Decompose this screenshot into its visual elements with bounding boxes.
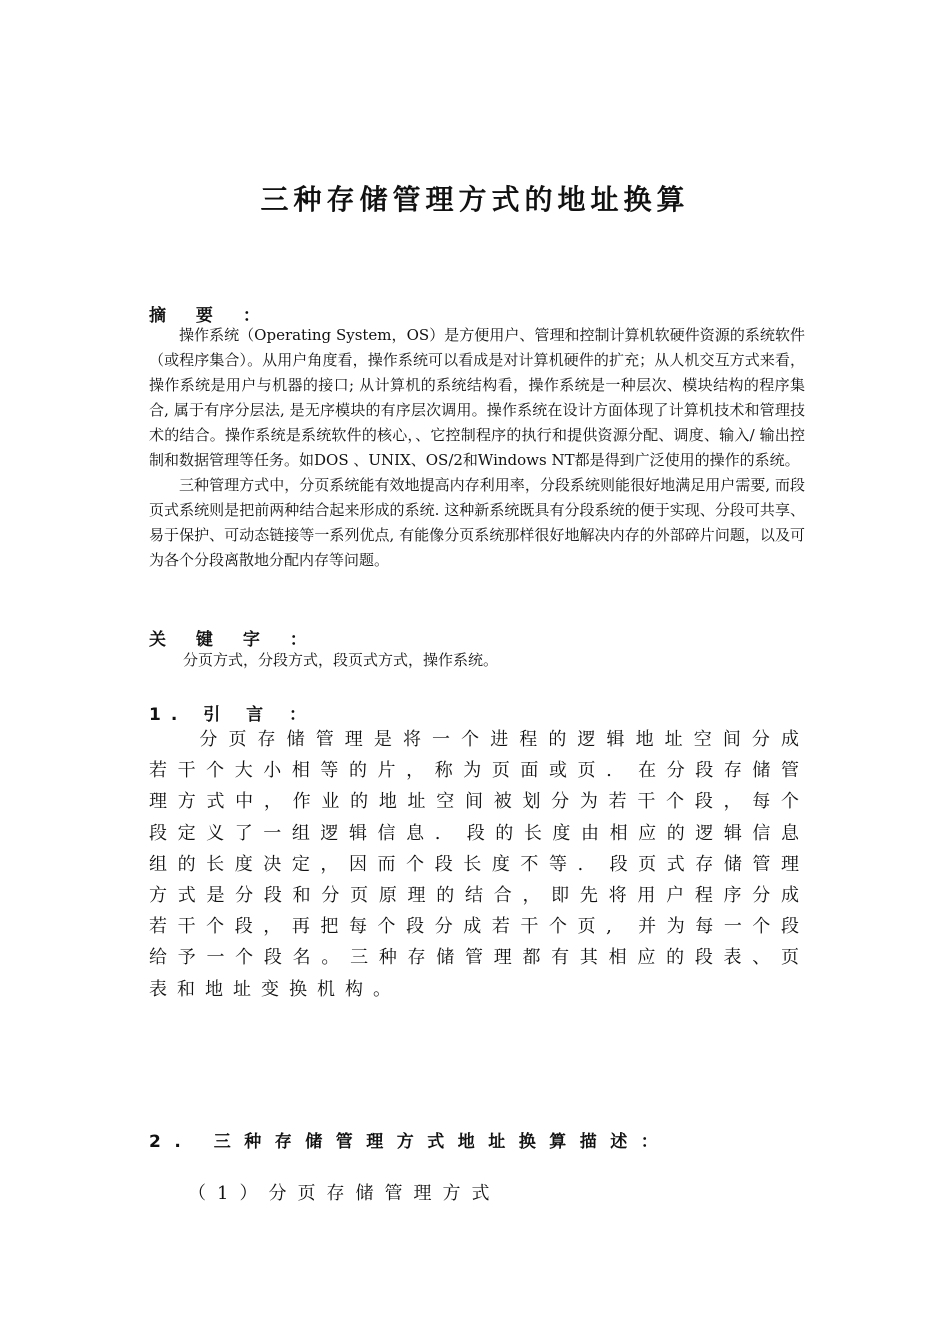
intro-body: [149, 724, 809, 1005]
intro-heading: 1. 引 言 ：: [149, 705, 317, 725]
abstract-paragraph-1: 操作系统（Operating System，OS）是方便用户、管理和控制计算机软硬件资源的系统软件（或程序集合）。从用户角度看，操作系统可以看成是对计算机硬件的扩充；从人机交互方式来看，操作系统是用户与机器的接口; 从计算机的系统结构看，操作系统是一种层次、模块结构的程序集合, 属于有序分层法, 是无序模块的有序层次调用。操作系统在设计方面体现了计算机技术和管理技术的结合。操作系统是系统软件的核心，、它控制程序的执行和提供资源分配、调度、输入/ 输出控制和数据管理等任务。如DOS 、UNIX、OS/2和Windows NT都是得到广泛使用的操作的系统。: [149, 326, 805, 469]
keywords-text: 分页方式，分段方式，段页式方式，操作系统。: [183, 651, 499, 669]
abstract-paragraph-2: 三种管理方式中，分页系统能有效地提高内存利用率，分段系统则能很好地满足用户需要, 而段页式系统则是把前两种结合起来形成的系统. 这种新系统既具有分段系统的便于实现、分段可共享、易于保护、可动态链接等一系列优点, 有能像分页系统那样很好地解决内存的外部碎片问题，以及可为各个分段离散地分配内存等问题。: [149, 476, 805, 569]
document-title: 三种存储管理方式的地址换算: [260, 183, 690, 216]
intro-paragraph: 分页存储管理是将一个进程的逻辑地址空间分成若干个大小相等的片，称为页面或页. 在分段存储管理方式中，作业的地址空间被划分为若干个段，每个段定义了一组逻辑信息. 段的长度由相应的逻辑信息组的长度决定，因而个段长度不等. 段页式存储管理方式是分段和分页原理的结合，即先将用户程序分成若干个段，再把每个段分成若干个页, 并为每一个段给予一个段名。三种存储管理都有其相应的段表、页表和地址变换机构。: [149, 729, 809, 1000]
section-2-heading: 2. 三种存储管理方式地址换算描述：: [149, 1132, 672, 1152]
abstract-body: [149, 323, 805, 573]
keywords-heading: 关 键 字 ：: [149, 630, 319, 650]
subsection-1-heading: （1）分页存储管理方式: [188, 1183, 501, 1204]
abstract-heading: 摘 要 ：: [149, 306, 272, 326]
